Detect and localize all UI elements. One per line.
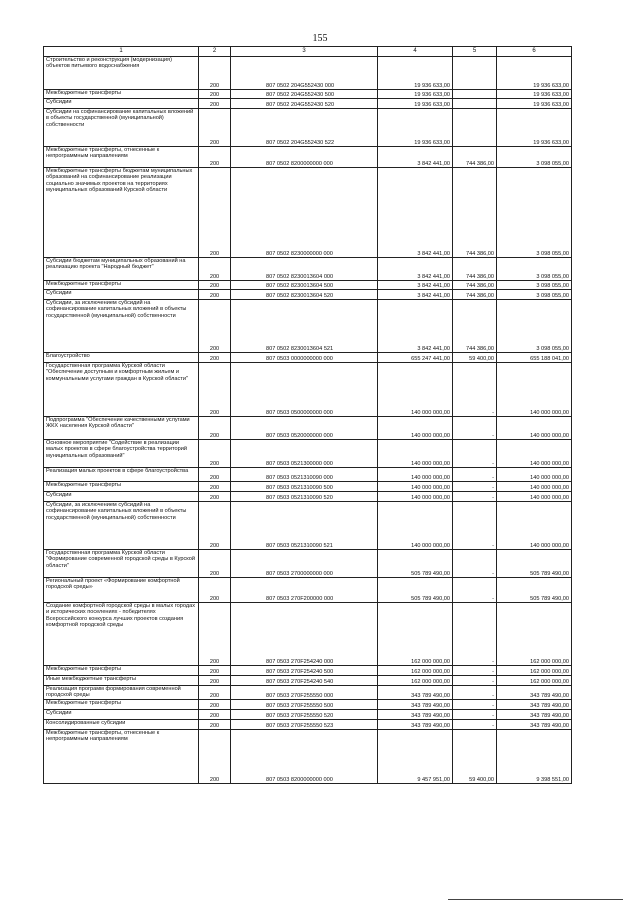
row-name: Государственная программа Курской области "Обеспечение доступным и комфортным жильем и коммунальными услугами граждан в Курской области" [44,363,199,417]
row-name: Межбюджетные трансферты, отнесенные к непрограммным направлениям [44,147,199,168]
row-value-col5: - [453,720,497,730]
row-value-col4: 3 842 441,00 [378,290,453,300]
row-line-code: 200 [199,281,231,290]
row-budget-code: 807 0503 8200000000 000 [231,730,378,784]
row-value-col6: 19 936 633,00 [497,99,572,109]
row-budget-code: 807 0503 0521310090 000 [231,468,378,482]
table-row [44,90,572,99]
row-name: Субсидии, за исключением субсидий на софинансирование капитальных вложений в объекты государственной (муниципальной) собственности [44,300,199,353]
row-value-col4: 3 842 441,00 [378,300,453,353]
row-value-col5: 744 386,00 [453,290,497,300]
row-line-code: 200 [199,99,231,109]
row-line-code: 200 [199,482,231,492]
row-name: Межбюджетные трансферты [44,666,199,676]
row-value-col5: - [453,578,497,603]
row-line-code: 200 [199,353,231,363]
row-line-code: 200 [199,492,231,502]
row-budget-code: 807 0503 0521310090 520 [231,492,378,502]
row-name: Основное мероприятие "Содействие в реализации малых проектов в сфере благоустройства территорий муниципальных образований" [44,440,199,468]
column-header: 4 [378,47,453,57]
table-row [44,258,572,281]
table-row [44,440,572,468]
page-number: 155 [312,33,328,44]
budget-table [43,46,572,784]
row-name: Строительство и реконструкция (модернизация) объектов питьевого водоснабжения [44,57,199,90]
row-budget-code: 807 0503 270F255550 000 [231,686,378,700]
row-value-col5: 744 386,00 [453,168,497,258]
row-value-col6: 343 789 490,00 [497,700,572,710]
row-name: Благоустройство [44,353,199,363]
row-value-col6: 19 936 633,00 [497,57,572,90]
row-value-col5: 744 386,00 [453,300,497,353]
row-value-col4: 140 000 000,00 [378,417,453,440]
row-line-code: 200 [199,109,231,147]
row-name: Подпрограмма "Обеспечение качественными услугами ЖКХ населения Курской области" [44,417,199,440]
row-value-col6: 343 789 490,00 [497,720,572,730]
table-row [44,578,572,603]
row-value-col4: 140 000 000,00 [378,502,453,550]
row-value-col4: 140 000 000,00 [378,492,453,502]
row-budget-code: 807 0502 204G552430 000 [231,57,378,90]
table-row [44,57,572,90]
row-value-col4: 3 842 441,00 [378,258,453,281]
row-value-col5: - [453,468,497,482]
row-value-col4: 19 936 633,00 [378,57,453,90]
row-value-col6: 19 936 633,00 [497,90,572,99]
row-value-col4: 19 936 633,00 [378,109,453,147]
row-value-col6: 140 000 000,00 [497,440,572,468]
row-value-col4: 505 789 490,00 [378,578,453,603]
row-value-col4: 9 457 951,00 [378,730,453,784]
row-budget-code: 807 0502 204G552430 520 [231,99,378,109]
table-row [44,686,572,700]
row-budget-code: 807 0503 0500000000 000 [231,363,378,417]
row-budget-code: 807 0503 270F200000 000 [231,578,378,603]
row-value-col5: - [453,363,497,417]
column-header: 1 [44,47,199,57]
row-budget-code: 807 0502 823001З604 500 [231,281,378,290]
row-value-col6: 162 000 000,00 [497,603,572,666]
row-value-col4: 140 000 000,00 [378,440,453,468]
row-value-col5: 744 386,00 [453,258,497,281]
table-row [44,281,572,290]
row-value-col6: 3 098 055,00 [497,147,572,168]
row-line-code: 200 [199,290,231,300]
column-header: 6 [497,47,572,57]
table-row [44,482,572,492]
row-budget-code: 807 0503 270F254240 000 [231,603,378,666]
footer-divider [448,899,623,900]
row-name: Межбюджетные трансферты [44,281,199,290]
row-value-col4: 140 000 000,00 [378,468,453,482]
table-row [44,290,572,300]
row-value-col6: 140 000 000,00 [497,482,572,492]
row-value-col6: 140 000 000,00 [497,417,572,440]
table-row [44,730,572,784]
row-value-col6: 505 789 490,00 [497,578,572,603]
row-line-code: 200 [199,168,231,258]
row-value-col4: 140 000 000,00 [378,363,453,417]
row-value-col5: - [453,710,497,720]
row-budget-code: 807 0503 0521300000 000 [231,440,378,468]
row-line-code: 200 [199,440,231,468]
row-line-code: 200 [199,720,231,730]
row-value-col6: 140 000 000,00 [497,363,572,417]
table-row [44,363,572,417]
column-header: 5 [453,47,497,57]
row-budget-code: 807 0502 204G552430 522 [231,109,378,147]
row-value-col4: 140 000 000,00 [378,482,453,492]
row-name: Субсидии [44,99,199,109]
row-value-col4: 162 000 000,00 [378,666,453,676]
table-row [44,700,572,710]
row-value-col6: 3 098 055,00 [497,168,572,258]
row-line-code: 200 [199,603,231,666]
row-value-col5 [453,109,497,147]
row-budget-code: 807 0503 0000000000 000 [231,353,378,363]
row-line-code: 200 [199,730,231,784]
column-header: 2 [199,47,231,57]
row-value-col5: 744 386,00 [453,147,497,168]
row-value-col6: 655 188 041,00 [497,353,572,363]
row-budget-code: 807 0503 270F255550 500 [231,700,378,710]
row-name: Межбюджетные трансферты [44,700,199,710]
table-row [44,710,572,720]
row-name: Субсидии на софинансирование капитальных вложений в объекты государственной (муниципальной) собственности [44,109,199,147]
row-value-col5: 59 400,00 [453,730,497,784]
row-value-col5 [453,99,497,109]
row-value-col5: - [453,482,497,492]
row-name: Реализация программ формирования современной городской среды [44,686,199,700]
row-value-col6: 19 936 633,00 [497,109,572,147]
header-row [44,47,572,57]
row-line-code: 200 [199,700,231,710]
row-line-code: 200 [199,300,231,353]
table-row [44,99,572,109]
row-value-col6: 343 789 490,00 [497,710,572,720]
row-value-col6: 162 000 000,00 [497,666,572,676]
row-line-code: 200 [199,147,231,168]
row-value-col4: 3 842 441,00 [378,147,453,168]
row-line-code: 200 [199,258,231,281]
table-row [44,168,572,258]
row-line-code: 200 [199,502,231,550]
row-value-col5: - [453,550,497,578]
row-budget-code: 807 0503 0521310090 521 [231,502,378,550]
column-header: 3 [231,47,378,57]
row-value-col4: 655 247 441,00 [378,353,453,363]
row-budget-code: 807 0503 270F254240 540 [231,676,378,686]
row-value-col4: 343 789 490,00 [378,720,453,730]
table-row [44,300,572,353]
row-line-code: 200 [199,676,231,686]
row-value-col4: 343 789 490,00 [378,710,453,720]
row-value-col4: 19 936 633,00 [378,90,453,99]
table-row [44,468,572,482]
row-value-col4: 3 842 441,00 [378,168,453,258]
row-value-col6: 140 000 000,00 [497,468,572,482]
row-value-col6: 162 000 000,00 [497,676,572,686]
row-name: Субсидии, за исключением субсидий на софинансирование капитальных вложений в объекты государственной (муниципальной) собственности [44,502,199,550]
row-name: Межбюджетные трансферты, отнесенные к непрограммным направлениям [44,730,199,784]
table-row [44,502,572,550]
row-value-col4: 19 936 633,00 [378,99,453,109]
row-line-code: 200 [199,57,231,90]
row-budget-code: 807 0503 2700000000 000 [231,550,378,578]
table-row [44,603,572,666]
row-value-col4: 162 000 000,00 [378,603,453,666]
row-budget-code: 807 0503 270F255550 520 [231,710,378,720]
row-name: Субсидии [44,710,199,720]
row-value-col5: - [453,686,497,700]
row-budget-code: 807 0502 823001З604 521 [231,300,378,353]
row-name: Реализация малых проектов в сфере благоустройства [44,468,199,482]
row-name: Субсидии бюджетам муниципальных образований на реализацию проекта "Народный бюджет" [44,258,199,281]
table-row [44,720,572,730]
row-name: Создание комфортной городской среды в малых городах и исторических поселениях - победителях Всероссийского конкурса лучших проектов создания комфортной городской среды [44,603,199,666]
row-line-code: 200 [199,578,231,603]
row-budget-code: 807 0502 8230000000 000 [231,168,378,258]
row-line-code: 200 [199,90,231,99]
table-row [44,550,572,578]
row-value-col4: 505 789 490,00 [378,550,453,578]
table-row [44,417,572,440]
row-value-col5: - [453,603,497,666]
row-budget-code: 807 0503 270F255550 523 [231,720,378,730]
row-value-col6: 140 000 000,00 [497,492,572,502]
row-value-col5: - [453,492,497,502]
row-value-col5: - [453,502,497,550]
table-body [44,47,572,784]
row-value-col6: 140 000 000,00 [497,502,572,550]
row-value-col5 [453,57,497,90]
row-name: Межбюджетные трансферты [44,482,199,492]
row-value-col5: - [453,700,497,710]
row-value-col5: - [453,666,497,676]
row-value-col6: 3 098 055,00 [497,281,572,290]
row-budget-code: 807 0502 204G552430 500 [231,90,378,99]
row-name: Субсидии [44,290,199,300]
row-value-col5: - [453,440,497,468]
row-value-col6: 9 398 551,00 [497,730,572,784]
row-line-code: 200 [199,686,231,700]
row-value-col5: - [453,676,497,686]
row-name: Субсидии [44,492,199,502]
row-line-code: 200 [199,363,231,417]
row-value-col6: 505 789 490,00 [497,550,572,578]
row-line-code: 200 [199,710,231,720]
table-row [44,109,572,147]
row-value-col5: - [453,417,497,440]
row-name: Межбюджетные трансферты бюджетам муниципальных образований на софинансирование реализации социально значимых проектов на территориях муниципальных образований Курской области [44,168,199,258]
row-value-col4: 3 842 441,00 [378,281,453,290]
row-budget-code: 807 0503 0520000000 000 [231,417,378,440]
row-budget-code: 807 0503 0521310090 500 [231,482,378,492]
row-budget-code: 807 0502 823001З604 520 [231,290,378,300]
row-budget-code: 807 0502 823001З604 000 [231,258,378,281]
row-name: Консолидированные субсидии [44,720,199,730]
row-line-code: 200 [199,550,231,578]
row-line-code: 200 [199,417,231,440]
row-value-col6: 3 098 055,00 [497,290,572,300]
row-name: Государственная программа Курской области "Формирование современной городской среды в Курской области" [44,550,199,578]
table-row [44,147,572,168]
row-value-col5: 59 400,00 [453,353,497,363]
table-row [44,666,572,676]
row-value-col6: 3 098 055,00 [497,258,572,281]
row-value-col4: 162 000 000,00 [378,676,453,686]
row-value-col6: 343 789 490,00 [497,686,572,700]
table-row [44,353,572,363]
row-name: Иные межбюджетные трансферты [44,676,199,686]
row-name: Межбюджетные трансферты [44,90,199,99]
row-line-code: 200 [199,666,231,676]
row-budget-code: 807 0502 8200000000 000 [231,147,378,168]
row-value-col5 [453,90,497,99]
row-value-col5: 744 386,00 [453,281,497,290]
row-budget-code: 807 0503 270F254240 500 [231,666,378,676]
row-line-code: 200 [199,468,231,482]
row-value-col4: 343 789 490,00 [378,686,453,700]
row-value-col6: 3 098 055,00 [497,300,572,353]
row-name: Региональный проект «Формирование комфортной городской среды» [44,578,199,603]
table-row [44,492,572,502]
table-row [44,676,572,686]
row-value-col4: 343 789 490,00 [378,700,453,710]
